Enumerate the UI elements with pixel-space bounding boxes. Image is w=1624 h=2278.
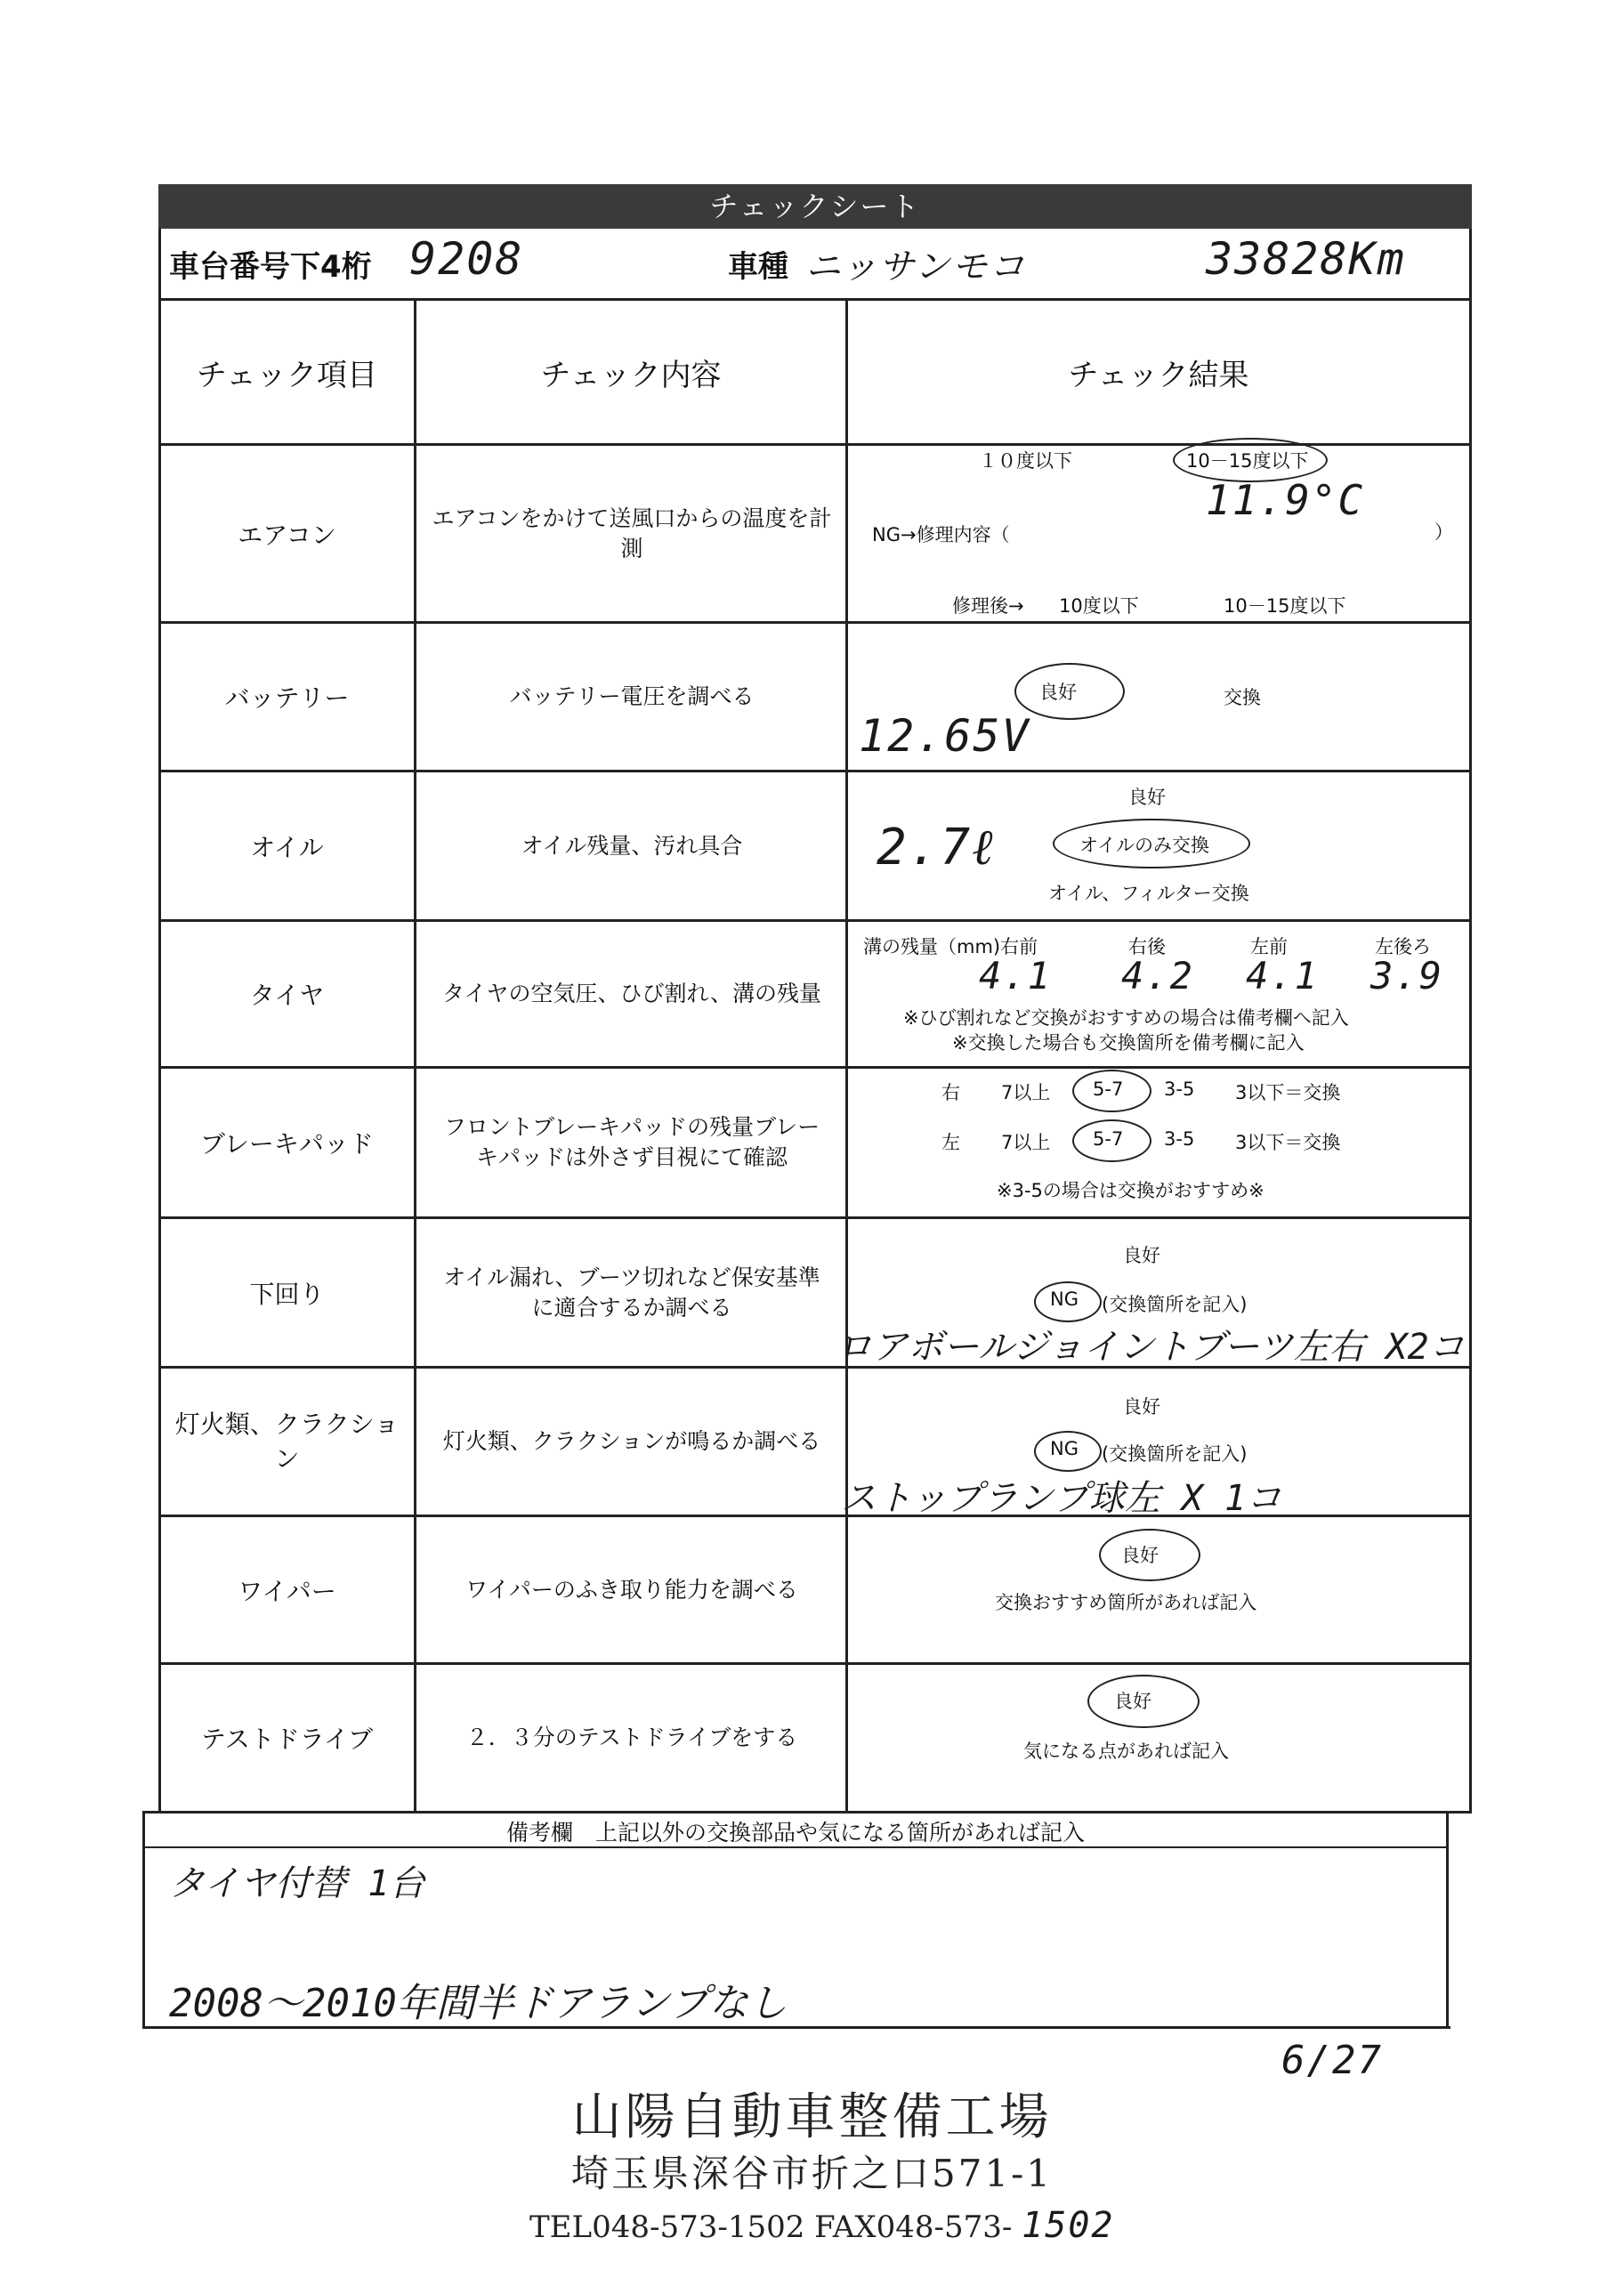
item-under: 下回り bbox=[249, 1279, 325, 1309]
aircon-measured: 11.9°C bbox=[1206, 476, 1365, 524]
item-lights: 灯火類、クラクション bbox=[174, 1409, 400, 1474]
chassis-label: 車台番号下4桁 bbox=[169, 249, 372, 285]
oil-measured: 2.7ℓ bbox=[877, 819, 995, 876]
tire-note1: ※ひび割れなど交換がおすすめの場合は備考欄へ記入 bbox=[903, 1007, 1349, 1029]
brake-r-o2: 5-7 bbox=[1093, 1078, 1124, 1100]
item-battery: バッテリー bbox=[224, 683, 350, 713]
lights-ng: NG bbox=[1050, 1438, 1079, 1459]
lights-good: 良好 bbox=[1123, 1396, 1160, 1418]
aircon-ng: NG→修理内容（ bbox=[872, 524, 1010, 545]
tire-depth-label: 溝の残量（mm)右前 bbox=[863, 936, 1038, 957]
under-ng: NG bbox=[1050, 1288, 1079, 1310]
remarks-line1: タイヤ付替 1台 bbox=[169, 1863, 425, 1904]
wiper-good: 良好 bbox=[1121, 1545, 1159, 1566]
chassis-value: 9208 bbox=[409, 233, 524, 285]
under-ng-note: (交換箇所を記入) bbox=[1102, 1294, 1248, 1315]
tire-lf-value: 4.1 bbox=[1246, 954, 1319, 998]
brake-note: ※3-5の場合は交換がおすすめ※ bbox=[997, 1180, 1264, 1201]
content-under: オイル漏れ、ブーツ切れなど保安基準に適合するか調べる bbox=[443, 1264, 820, 1321]
brake-l-o1: 7以上 bbox=[1001, 1132, 1051, 1153]
content-tire: タイヤの空気圧、ひび割れ、溝の残量 bbox=[441, 981, 821, 1007]
tire-lr-label: 左後ろ bbox=[1375, 936, 1431, 957]
oil-good: 良好 bbox=[1128, 787, 1166, 808]
aircon-opt2: 10－15度以下 bbox=[1186, 450, 1309, 472]
oil-filter: オイル、フィルター交換 bbox=[1048, 883, 1249, 904]
under-good: 良好 bbox=[1123, 1245, 1160, 1266]
battery-replace: 交換 bbox=[1224, 687, 1261, 708]
drive-note: 気になる点があれば記入 bbox=[1023, 1741, 1229, 1762]
col-head-content: チェック内容 bbox=[540, 357, 722, 393]
col-head-item: チェック項目 bbox=[197, 357, 377, 393]
tire-lf-label: 左前 bbox=[1250, 936, 1288, 957]
content-brake: フロントブレーキパッドの残量ブレーキパッドは外さず目視にて確認 bbox=[443, 1114, 820, 1170]
item-tire: タイヤ bbox=[249, 981, 325, 1010]
company-address: 埼玉県深谷市折之口571-1 bbox=[570, 2152, 1054, 2195]
content-wiper: ワイパーのふき取り能力を調べる bbox=[465, 1576, 798, 1603]
model-value: ニッサンモコ bbox=[805, 246, 1027, 287]
brake-r-o1: 7以上 bbox=[1001, 1082, 1051, 1103]
aircon-opt1: １０度以下 bbox=[979, 450, 1072, 472]
drive-good: 良好 bbox=[1114, 1691, 1151, 1712]
frame-right bbox=[1469, 229, 1472, 1813]
tire-lr-value: 3.9 bbox=[1370, 954, 1443, 998]
tire-note2: ※交換した場合も交換箇所を備考欄に記入 bbox=[952, 1032, 1305, 1054]
aircon-after1: 10度以下 bbox=[1059, 595, 1139, 617]
oil-only: オイルのみ交換 bbox=[1079, 835, 1209, 856]
brake-left-label: 左 bbox=[941, 1132, 960, 1153]
company-phone-fax: TEL048-573-1502 FAX048-573- bbox=[529, 2209, 1013, 2245]
aircon-after-label: 修理後→ bbox=[952, 595, 1024, 617]
remarks-line2: 2008～2010年間半ドアランプなし bbox=[169, 1981, 788, 2026]
item-oil: オイル bbox=[250, 832, 324, 862]
brake-l-o4: 3以下＝交換 bbox=[1235, 1132, 1341, 1153]
brake-right-label: 右 bbox=[941, 1082, 960, 1103]
lights-ng-note: (交換箇所を記入) bbox=[1102, 1443, 1248, 1465]
mileage-value: 33828Km bbox=[1206, 233, 1406, 285]
battery-good: 良好 bbox=[1039, 682, 1077, 703]
wiper-note: 交換おすすめ箇所があれば記入 bbox=[995, 1592, 1257, 1613]
tire-rr-label: 右後 bbox=[1128, 936, 1166, 957]
company-name: 山陽自動車整備工場 bbox=[571, 2088, 1053, 2146]
aircon-after2: 10－15度以下 bbox=[1224, 595, 1346, 617]
brake-r-o3: 3-5 bbox=[1164, 1078, 1195, 1100]
content-aircon: エアコンをかけて送風口からの温度を計測 bbox=[432, 505, 832, 561]
item-wiper: ワイパー bbox=[238, 1576, 336, 1606]
tire-rr-value: 4.2 bbox=[1121, 954, 1194, 998]
item-drive: テストドライブ bbox=[200, 1725, 374, 1754]
content-battery: バッテリー電圧を調べる bbox=[509, 683, 755, 710]
content-oil: オイル残量、汚れ具合 bbox=[521, 832, 743, 859]
model-label: 車種 bbox=[728, 249, 788, 285]
content-drive: ２．３分のテストドライブをする bbox=[465, 1725, 798, 1751]
date-handwritten: 6/27 bbox=[1281, 2038, 1383, 2083]
aircon-ng-close: ） bbox=[1434, 521, 1453, 543]
battery-measured: 12.65V bbox=[859, 710, 1030, 762]
company-fax-handwritten: 1502 bbox=[1022, 2205, 1115, 2246]
row-sep-drive bbox=[142, 1811, 1472, 1814]
brake-l-o2: 5-7 bbox=[1093, 1128, 1124, 1150]
brake-l-o3: 3-5 bbox=[1164, 1128, 1195, 1150]
remarks-label: 備考欄 上記以外の交換部品や気になる箇所があれば記入 bbox=[505, 1820, 1085, 1846]
col-sep-1 bbox=[414, 298, 416, 1811]
sheet-title: チェックシート bbox=[158, 184, 1472, 229]
content-lights: 灯火類、クラクションが鳴るか調べる bbox=[442, 1428, 821, 1455]
company-contact bbox=[529, 2205, 1114, 2246]
brake-r-o4: 3以下＝交換 bbox=[1235, 1082, 1341, 1103]
under-written: ロアボールジョイントブーツ左右 X2コ bbox=[836, 1327, 1465, 1368]
item-brake: ブレーキパッド bbox=[200, 1129, 374, 1159]
col-sep-2 bbox=[845, 298, 848, 1811]
lights-written: ストップランプ球左 X 1コ bbox=[841, 1478, 1282, 1519]
tire-rf-value: 4.1 bbox=[979, 954, 1052, 998]
item-aircon: エアコン bbox=[238, 520, 336, 550]
col-head-result: チェック結果 bbox=[1068, 357, 1249, 393]
